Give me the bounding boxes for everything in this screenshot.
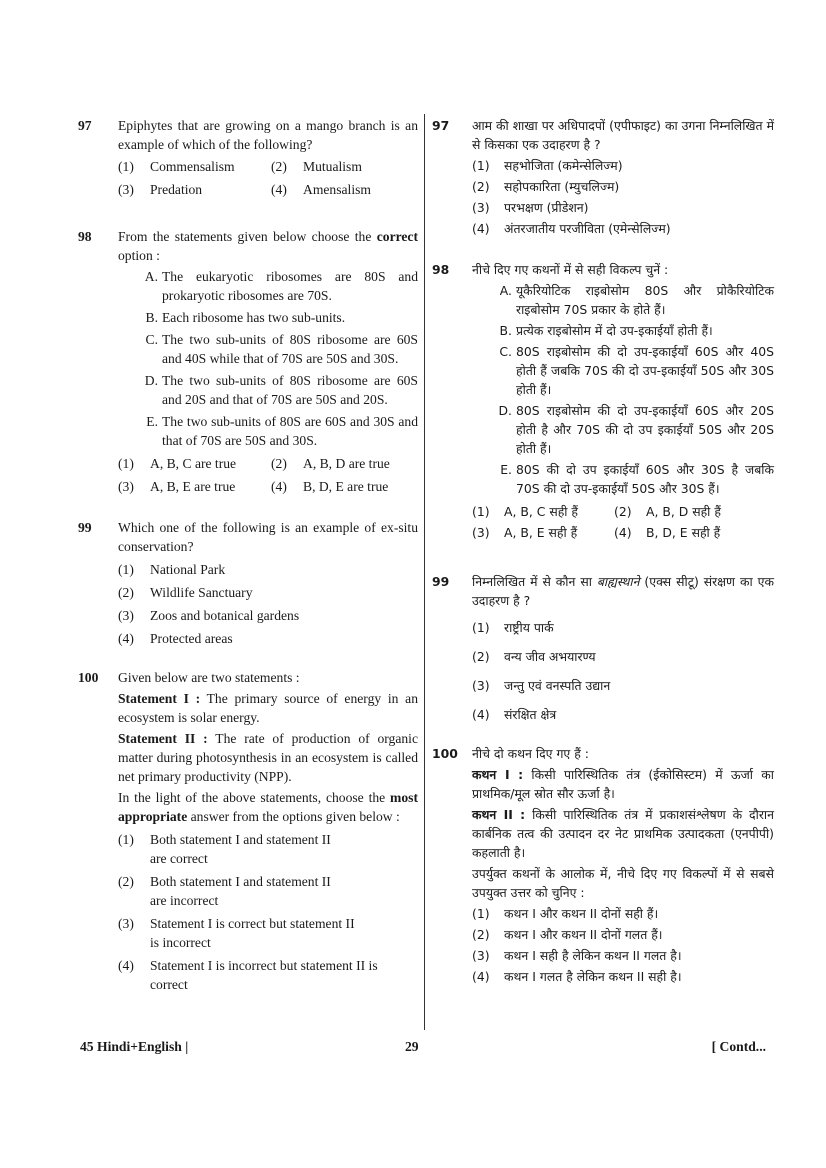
option-3: (3) Predation bbox=[118, 182, 203, 197]
statement-2: कथन II : किसी पारिस्थितिक तंत्र में प्रकाशसंश्लेषण के दौरान कार्बनिक तत्व की उत्पादन दर नेट प्राथमिक उत्पादकता (एनपीपी) कहलाती है। bbox=[472, 807, 774, 860]
question-stem: Given below are two statements : bbox=[118, 670, 300, 685]
question-97-hi bbox=[432, 116, 774, 238]
option-2: (2) Both statement I and statement II are incorrect bbox=[118, 874, 331, 908]
question-98-hi bbox=[432, 260, 774, 542]
option-1: (1) National Park bbox=[118, 562, 226, 577]
page-number: 29 bbox=[405, 1039, 419, 1054]
option-4: (4) Protected areas bbox=[118, 631, 233, 646]
statement-2: Statement II : The rate of production of organic matter during photosynthesis in an ecosystem is called net primary productivity (NPP). bbox=[118, 731, 418, 784]
statement-1: Statement I : The primary source of energy in an ecosystem is solar energy. bbox=[118, 691, 418, 725]
option-4: (4) कथन I गलत है लेकिन कथन II सही है। bbox=[472, 969, 682, 984]
question-number: 100 bbox=[78, 670, 99, 685]
question-stem: आम की शाखा पर अधिपादपों (एपीफाइट) का उगना निम्नलिखित में से किसका एक उदाहरण है ? bbox=[472, 118, 774, 152]
option-3: (3) परभक्षण (प्रीडेशन) bbox=[472, 200, 589, 215]
option-4: (4) B, D, E सही हैं bbox=[614, 525, 721, 540]
question-number: 97 bbox=[432, 118, 450, 133]
footer-code: 45 Hindi+English | bbox=[80, 1039, 189, 1054]
option-4: (4) अंतरजातीय परजीविता (एमेन्सेलिज्म) bbox=[472, 221, 671, 236]
option-3: (3) Zoos and botanical gardens bbox=[118, 608, 300, 623]
question-99-en bbox=[78, 518, 418, 648]
option-3: (3) A, B, E are true bbox=[118, 479, 236, 494]
question-number: 97 bbox=[78, 118, 92, 133]
option-2: (2) सहोपकारिता (म्युचलिज्म) bbox=[472, 179, 620, 194]
option-4: (4) संरक्षित क्षेत्र bbox=[472, 707, 557, 722]
hindi-column bbox=[432, 112, 774, 986]
option-1: (1) Both statement I and statement II are correct bbox=[118, 832, 331, 866]
option-1: (1) A, B, C सही हैं bbox=[472, 504, 579, 519]
column-divider bbox=[424, 114, 425, 1030]
option-2: (2) वन्य जीव अभयारण्य bbox=[472, 649, 596, 664]
option-4: (4) B, D, E are true bbox=[271, 479, 389, 494]
question-99-hi bbox=[432, 572, 774, 724]
statement-d: D. 80S राइबोसोम की दो उप-इकाईयाँ 60S और 20S होती है और 70S की दो उप इकाईयाँ 50S और 20S होती हैं। bbox=[498, 403, 774, 456]
option-2: (2) A, B, D सही हैं bbox=[614, 504, 721, 519]
option-1: (1) A, B, C are true bbox=[118, 456, 237, 471]
question-stem: निम्नलिखित में से कौन सा बाह्यस्थाने (एक्स सीटू) संरक्षण का एक उदाहरण है ? bbox=[472, 574, 774, 608]
option-1: (1) सहभोजिता (कमेन्सेलिज्म) bbox=[472, 158, 623, 173]
statement-a: A. यूकैरियोटिक राइबोसोम 80S और प्रोकैरियोटिक राइबोसोम 70S प्रकार के होते हैं। bbox=[499, 283, 774, 317]
option-3: (3) जन्तु एवं वनस्पति उद्यान bbox=[472, 678, 611, 693]
statement-e: E. The two sub-units of 80S are 60S and 30S and that of 70S are 50S and 30S. bbox=[146, 414, 418, 448]
question-number: 99 bbox=[78, 520, 92, 535]
statement-a: A. The eukaryotic ribosomes are 80S and prokaryotic ribosomes are 70S. bbox=[144, 269, 418, 303]
option-2: (2) Wildlife Sanctuary bbox=[118, 585, 253, 600]
question-number: 99 bbox=[432, 574, 450, 589]
option-4: (4) Amensalism bbox=[271, 182, 371, 197]
option-2: (2) कथन I और कथन II दोनों गलत हैं। bbox=[472, 927, 663, 942]
question-number: 98 bbox=[432, 262, 450, 277]
question-stem: Epiphytes that are growing on a mango branch is an example of which of the following? bbox=[118, 118, 418, 152]
option-4: (4) Statement I is incorrect but statement II is correct bbox=[118, 958, 378, 992]
question-number: 98 bbox=[78, 229, 92, 244]
statement-1: कथन I : किसी पारिस्थितिक तंत्र (ईकोसिस्टम) में ऊर्जा का प्राथमिक/मूल स्रोत सौर ऊर्जा है। bbox=[472, 767, 774, 801]
question-number: 100 bbox=[432, 746, 458, 761]
instruction: In the light of the above statements, choose the most appropriate answer from the options given below : bbox=[118, 790, 418, 824]
statement-e: E. 80S की दो उप इकाईयाँ 60S और 30S है जबकि 70S की दो उप-इकाईयाँ 50S और 30S हैं। bbox=[500, 462, 774, 496]
footer-contd: [ Contd... bbox=[711, 1039, 766, 1054]
option-3: (3) A, B, E सही हैं bbox=[472, 525, 578, 540]
statement-b: B. प्रत्येक राइबोसोम में दो उप-इकाईयाँ होती हैं। bbox=[499, 323, 713, 338]
question-stem: नीचे दो कथन दिए गए हैं : bbox=[472, 746, 589, 761]
question-97-en bbox=[78, 116, 418, 199]
statement-c: C. The two sub-units of 80S ribosome are 60S and 40S while that of 70S are 50S and 30S. bbox=[145, 332, 418, 366]
statement-b: B. Each ribosome has two sub-units. bbox=[145, 310, 346, 325]
question-98-en bbox=[78, 227, 418, 496]
question-100-hi bbox=[432, 744, 774, 986]
option-1: (1) राष्ट्रीय पार्क bbox=[472, 620, 554, 635]
option-3: (3) Statement I is correct but statement II is incorrect bbox=[118, 916, 355, 950]
statement-c: C. 80S राइबोसोम की दो उप-इकाईयाँ 60S और 40S होती हैं जबकि 70S की दो उप-इकाईयाँ 50S और 30S होती हैं। bbox=[499, 344, 774, 397]
question-stem: नीचे दिए गए कथनों में से सही विकल्प चुनें : bbox=[472, 262, 669, 277]
instruction: उपर्युक्त कथनों के आलोक में, नीचे दिए गए विकल्पों में से सबसे उपयुक्त उत्तर को चुनिए : bbox=[472, 866, 774, 900]
english-column bbox=[78, 112, 418, 994]
option-1: (1) Commensalism bbox=[118, 159, 235, 174]
question-100-en bbox=[78, 668, 418, 994]
option-3: (3) कथन I सही है लेकिन कथन II गलत है। bbox=[472, 948, 682, 963]
question-stem: Which one of the following is an example of ex-situ conservation? bbox=[118, 520, 418, 554]
statement-d: D. The two sub-units of 80S ribosome are 60S and 20S and that of 70S are 50S and 20S. bbox=[144, 373, 418, 407]
option-1: (1) कथन I और कथन II दोनों सही हैं। bbox=[472, 906, 659, 921]
option-2: (2) A, B, D are true bbox=[271, 456, 390, 471]
question-stem: From the statements given below choose the correct option : bbox=[118, 229, 418, 263]
option-2: (2) Mutualism bbox=[271, 159, 362, 174]
